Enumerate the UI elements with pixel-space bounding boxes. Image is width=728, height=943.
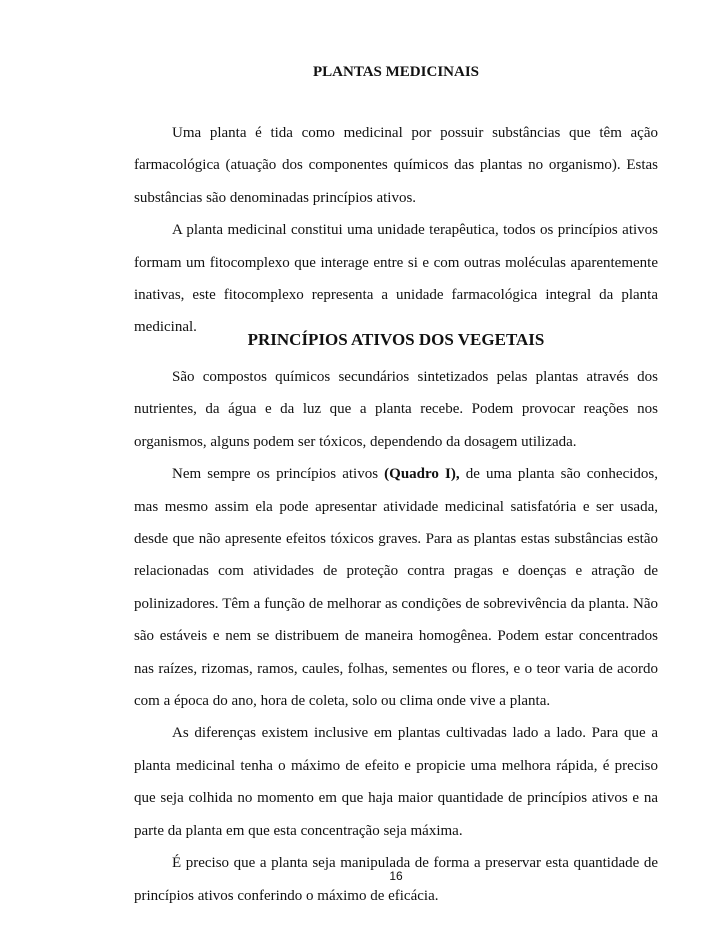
- intro-section: [134, 117, 658, 344]
- intro-paragraph-2: A planta medicinal constitui uma unidade terapêutica, todos os princípios ativos formam um fitocomplexo que interage entre si e com outras moléculas aparentemente inativas, este fitocomplexo representa a unidade farmacológica integral da planta medicinal.: [134, 222, 658, 336]
- quadro-reference: (Quadro I),: [384, 466, 460, 483]
- section-title: PRINCÍPIOS ATIVOS DOS VEGETAIS: [247, 330, 545, 349]
- section-paragraph-2: [134, 458, 658, 717]
- intro-paragraph-1: Uma planta é tida como medicinal por possuir substâncias que têm ação farmacológica (atuação dos componentes químicos das plantas no organismo). Estas substâncias são denominadas princípios ativos.: [134, 125, 658, 206]
- section-paragraph-3: As diferenças existem inclusive em plantas cultivadas lado a lado. Para que a planta medicinal tenha o máximo de efeito e propicie uma melhora rápida, é preciso que seja colhida no momento em que haja maior quantidade de princípios ativos e na parte da planta em que esta concentração seja máxima.: [134, 725, 658, 839]
- paragraph-2-rest: de uma planta são conhecidos, mas mesmo assim ela pode apresentar atividade medicinal satisfatória e ser usada, desde que não apresente efeitos tóxicos graves. Para as plantas estas substâncias estão relacionadas com atividades de proteção contra pragas e doenças e atração de polinizadores. Têm a função de melhorar as condições de sobrevivência da planta. Não são estáveis e nem se distribuem de maneira homogênea. Podem estar concentrados nas raízes, rizomas, ramos, caules, folhas, sementes ou flores, e o teor varia de acordo com a época do ano, hora de coleta, solo ou clima onde vive a planta.: [134, 466, 658, 710]
- paragraph-2-start: Nem sempre os princípios ativos: [172, 466, 385, 483]
- section-paragraph-4: É preciso que a planta seja manipulada de forma a preservar esta quantidade de princípios ativos conferindo o máximo de eficácia.: [134, 855, 658, 904]
- section-paragraph-1: São compostos químicos secundários sintetizados pelas plantas através dos nutrientes, da água e da luz que a planta recebe. Podem provocar reações nos organismos, alguns podem ser tóxicos, dependendo da dosagem utilizada.: [134, 369, 658, 450]
- page-title: PLANTAS MEDICINAIS: [313, 64, 479, 80]
- section-body: [134, 361, 658, 912]
- page-number: 16: [389, 869, 403, 883]
